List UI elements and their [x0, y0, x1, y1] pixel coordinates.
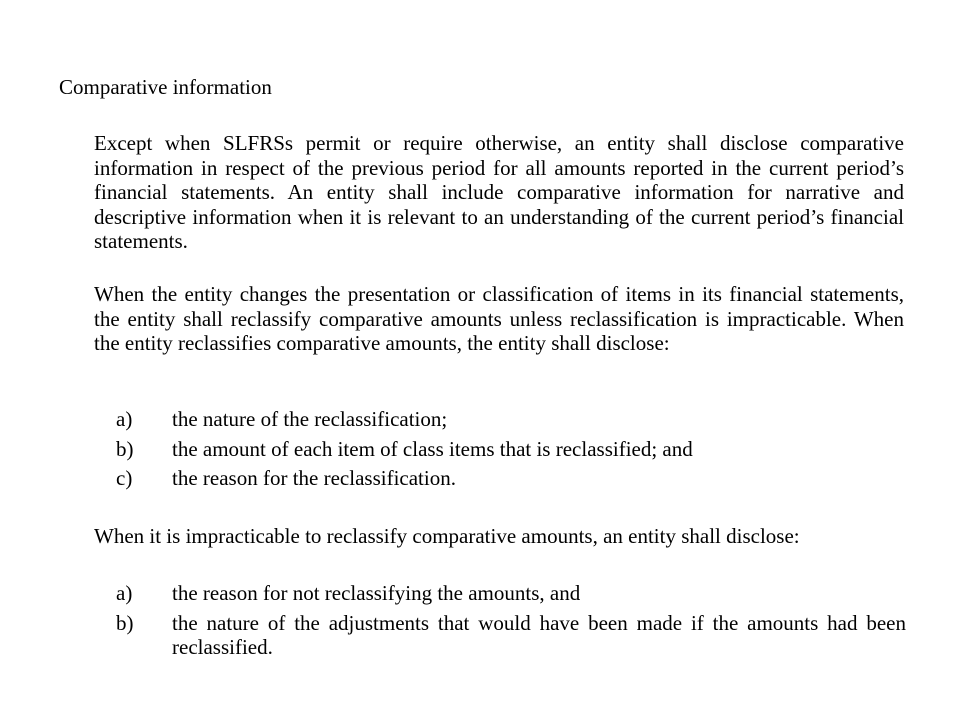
- list-marker: a): [116, 407, 133, 431]
- list-marker: a): [116, 581, 133, 605]
- list-item-text: the reason for not reclassifying the amounts, and: [172, 581, 581, 605]
- list-item-text: the amount of each item of class items that is reclassified; and: [172, 436, 693, 461]
- slide-heading: Comparative information: [59, 75, 272, 99]
- list-marker: b): [116, 436, 134, 461]
- list-marker: c): [116, 466, 133, 490]
- list-marker: b): [116, 610, 134, 635]
- list-item-text: the nature of the reclassification;: [172, 407, 448, 431]
- list-item: [116, 407, 906, 432]
- list-item: [116, 437, 906, 462]
- list-item-text: the nature of the adjustments that would have been made if the amounts had been reclassified.: [172, 610, 906, 659]
- impracticable-disclosure-list: [116, 581, 906, 665]
- list-item-text: the reason for the reclassification.: [172, 466, 456, 490]
- paragraph-reclassification: When the entity changes the presentation or classification of items in its financial statements, the entity shall reclassify comparative amounts unless reclassification is impracticable. When the entity reclassifies comparative amounts, the entity shall disclose:: [94, 282, 904, 355]
- paragraph-comparative-disclosure: Except when SLFRSs permit or require otherwise, an entity shall disclose comparative information in respect of the previous period for all amounts reported in the current period’s financial statements. An entity shall include comparative information for narrative and descriptive information when it is relevant to an understanding of the current period’s financial statements.: [94, 131, 904, 253]
- list-item: [116, 466, 906, 491]
- list-item: [116, 581, 906, 606]
- reclassification-disclosure-list: [116, 407, 906, 496]
- list-item: [116, 611, 906, 660]
- paragraph-impracticable: When it is impracticable to reclassify comparative amounts, an entity shall disclose:: [94, 524, 800, 548]
